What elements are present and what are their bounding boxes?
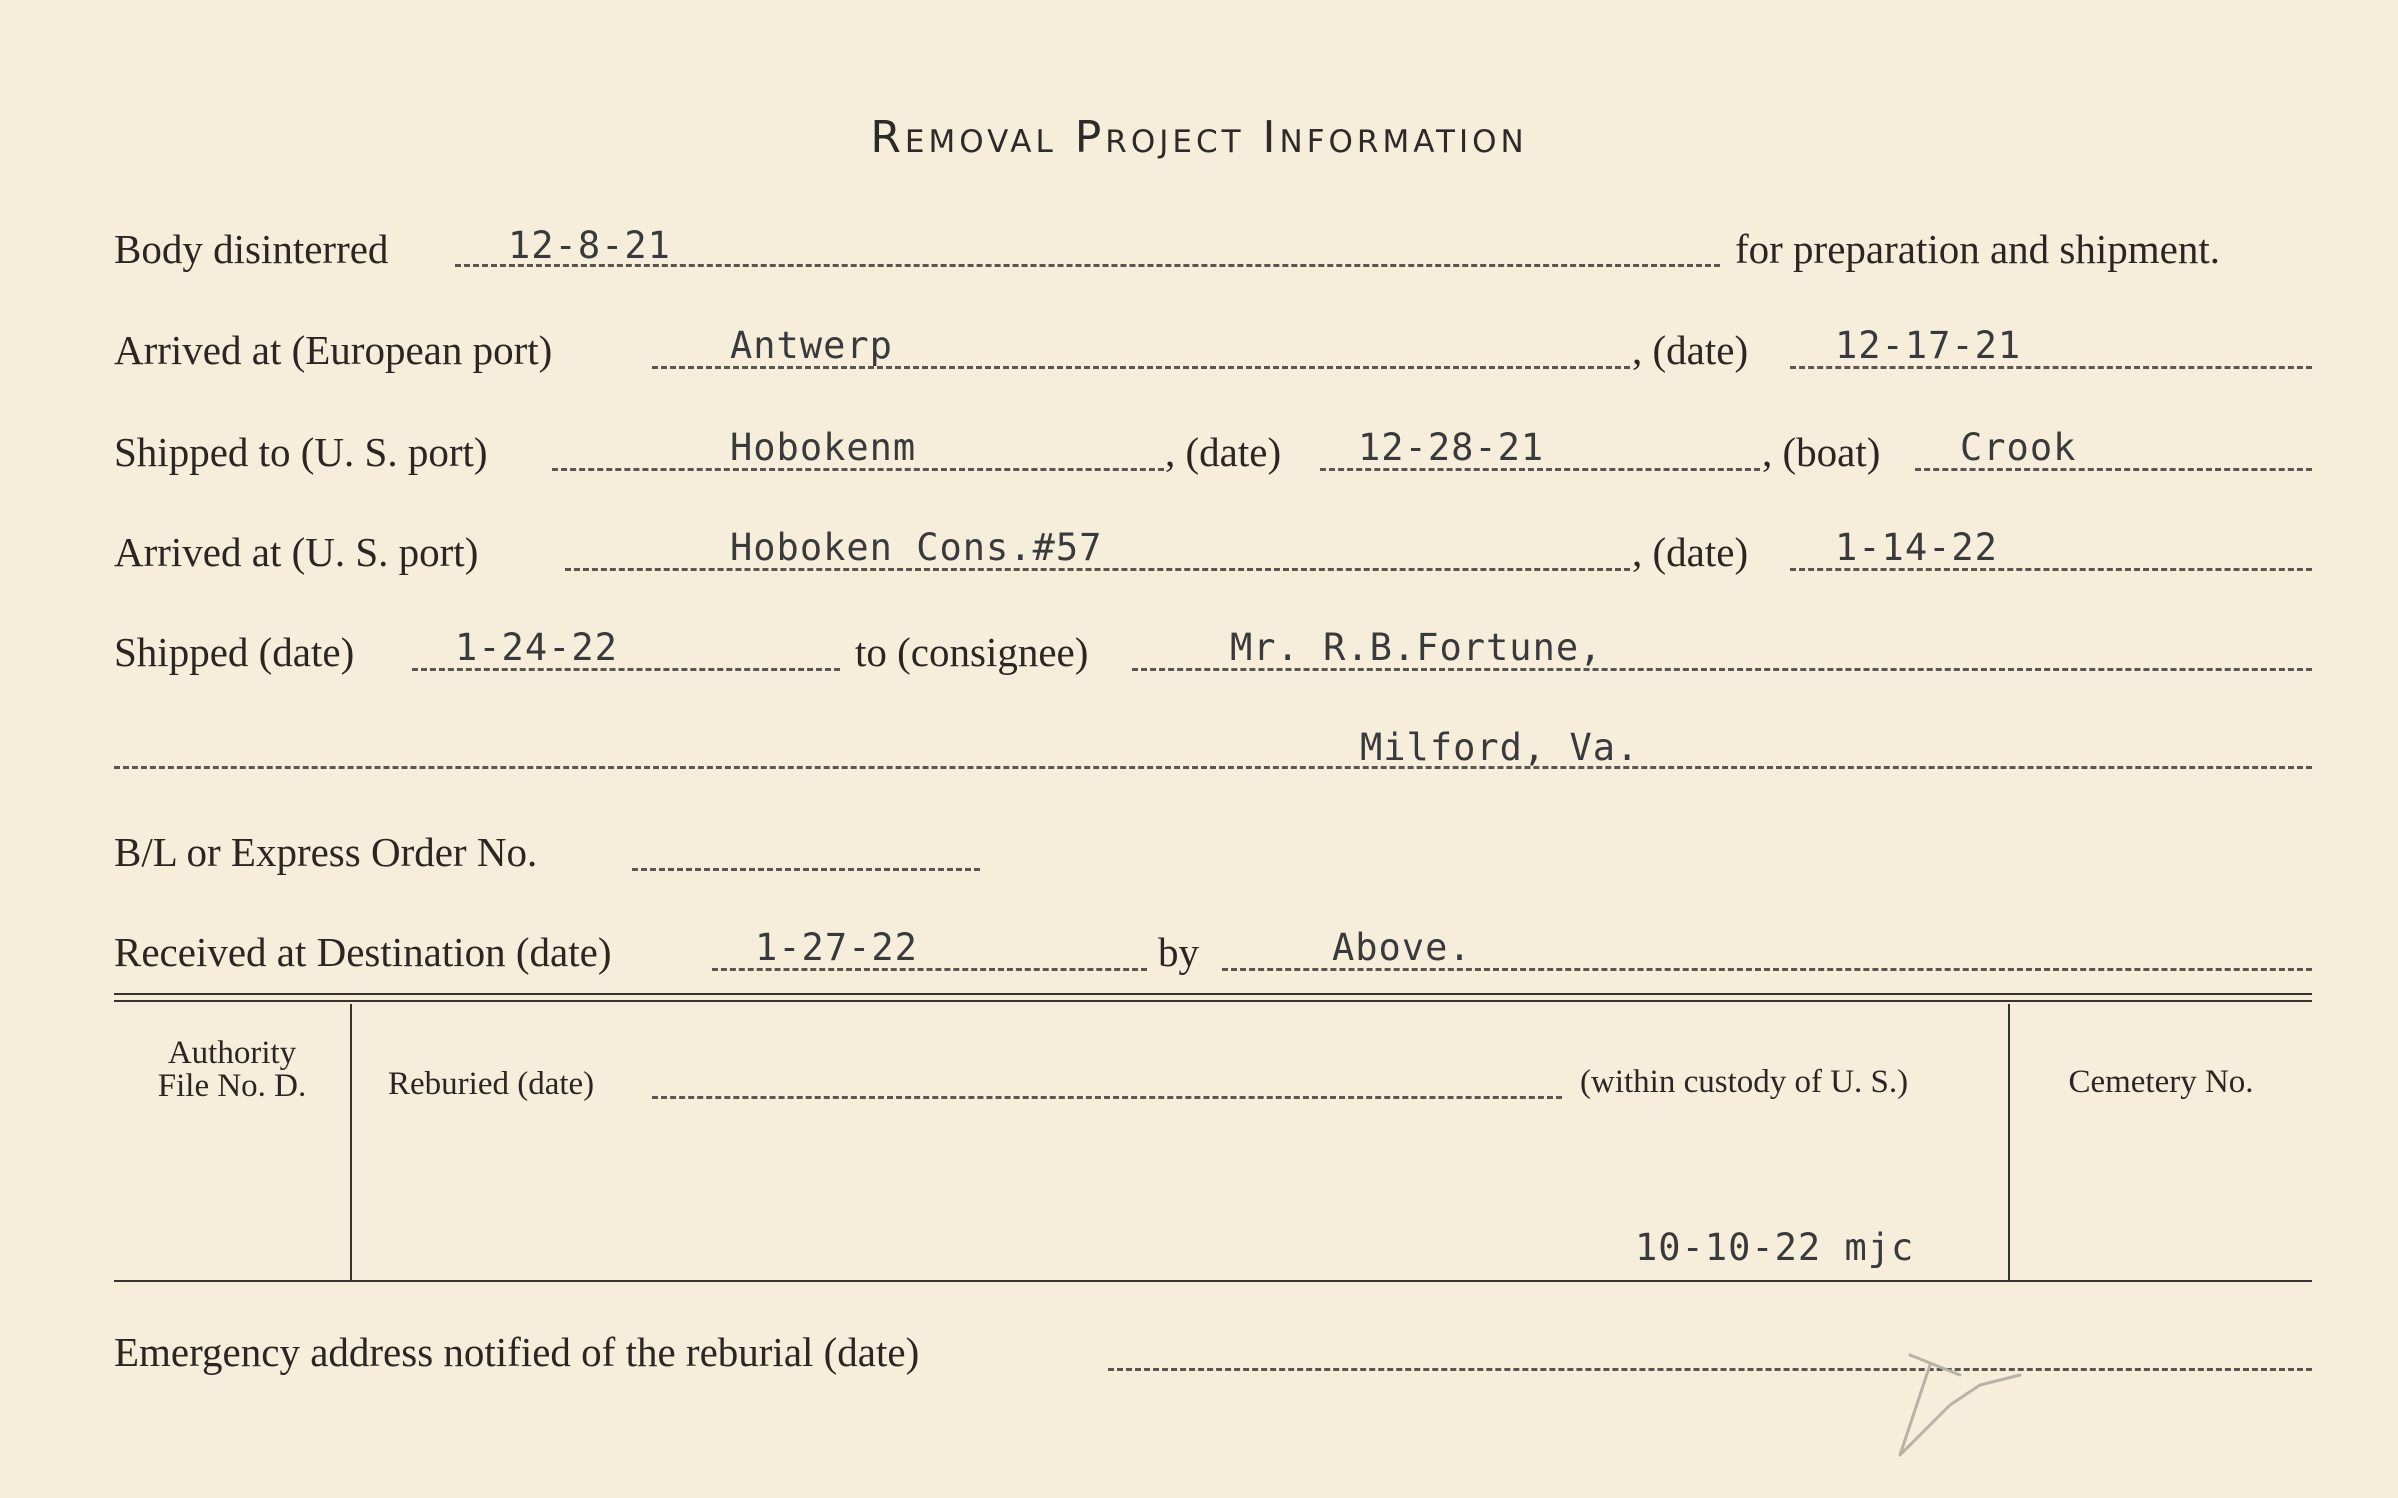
received-by-value: Above.: [1332, 926, 1472, 969]
reburied-line: [652, 1096, 1562, 1099]
arrived-us-port-label: Arrived at (U. S. port): [114, 529, 479, 575]
page-title: Removal Project Information: [870, 112, 1528, 163]
shipped-date-row-value: 1-24-22: [455, 626, 618, 669]
shipped-date-label: , (date): [1165, 429, 1282, 475]
table-bottom-rule: [114, 1280, 2312, 1282]
shipped-date-row-label: Shipped (date): [114, 629, 355, 675]
arrived-us-port-value: Hoboken Cons.#57: [730, 526, 1103, 569]
body-disinterred-value: 12-8-21: [508, 224, 671, 267]
preparation-shipment-text: for preparation and shipment.: [1735, 226, 2221, 272]
arrived-us-date-value: 1-14-22: [1835, 526, 1998, 569]
arrived-european-port-label: Arrived at (European port): [114, 327, 553, 373]
cemetery-label: Cemetery No.: [2068, 1064, 2254, 1100]
european-date-value: 12-17-21: [1835, 324, 2022, 367]
consignee-address-value: Milford, Va.: [1360, 726, 1640, 769]
shipped-us-port-label: Shipped to (U. S. port): [114, 429, 488, 475]
received-by-label: by: [1158, 929, 1199, 975]
arrived-us-date-label: , (date): [1632, 529, 1749, 575]
authority-label: Authority: [167, 1035, 297, 1071]
european-date-label: , (date): [1632, 327, 1749, 373]
pencil-mark: [1890, 1345, 2030, 1465]
received-destination-value: 1-27-22: [755, 926, 918, 969]
emergency-address-label: Emergency address notified of the reburial (date): [114, 1329, 920, 1375]
consignee-label: to (consignee): [855, 629, 1089, 675]
shipped-date-value: 12-28-21: [1358, 426, 1545, 469]
processing-note: 10-10-22 mjc: [1635, 1226, 1915, 1269]
emergency-address-line: [1108, 1368, 2312, 1371]
table-divider-right: [2008, 1004, 2010, 1280]
boat-label: , (boat): [1762, 429, 1881, 475]
consignee-value: Mr. R.B.Fortune,: [1230, 626, 1603, 669]
boat-value: Crook: [1960, 426, 2077, 469]
table-top-rule-double: [114, 1000, 2312, 1002]
shipped-us-port-value: Hobokenm: [730, 426, 917, 469]
consignee-address-line: [114, 766, 2312, 769]
body-disinterred-label: Body disinterred: [114, 226, 389, 272]
european-port-value: Antwerp: [730, 324, 893, 367]
table-divider-left: [350, 1004, 352, 1280]
file-no-label: File No. D.: [157, 1068, 307, 1104]
bl-express-order-line: [632, 868, 980, 871]
bl-express-order-label: B/L or Express Order No.: [114, 829, 538, 875]
table-top-rule: [114, 993, 2312, 995]
custody-label: (within custody of U. S.): [1580, 1064, 1909, 1100]
received-destination-label: Received at Destination (date): [114, 929, 612, 975]
reburied-label: Reburied (date): [388, 1066, 595, 1102]
